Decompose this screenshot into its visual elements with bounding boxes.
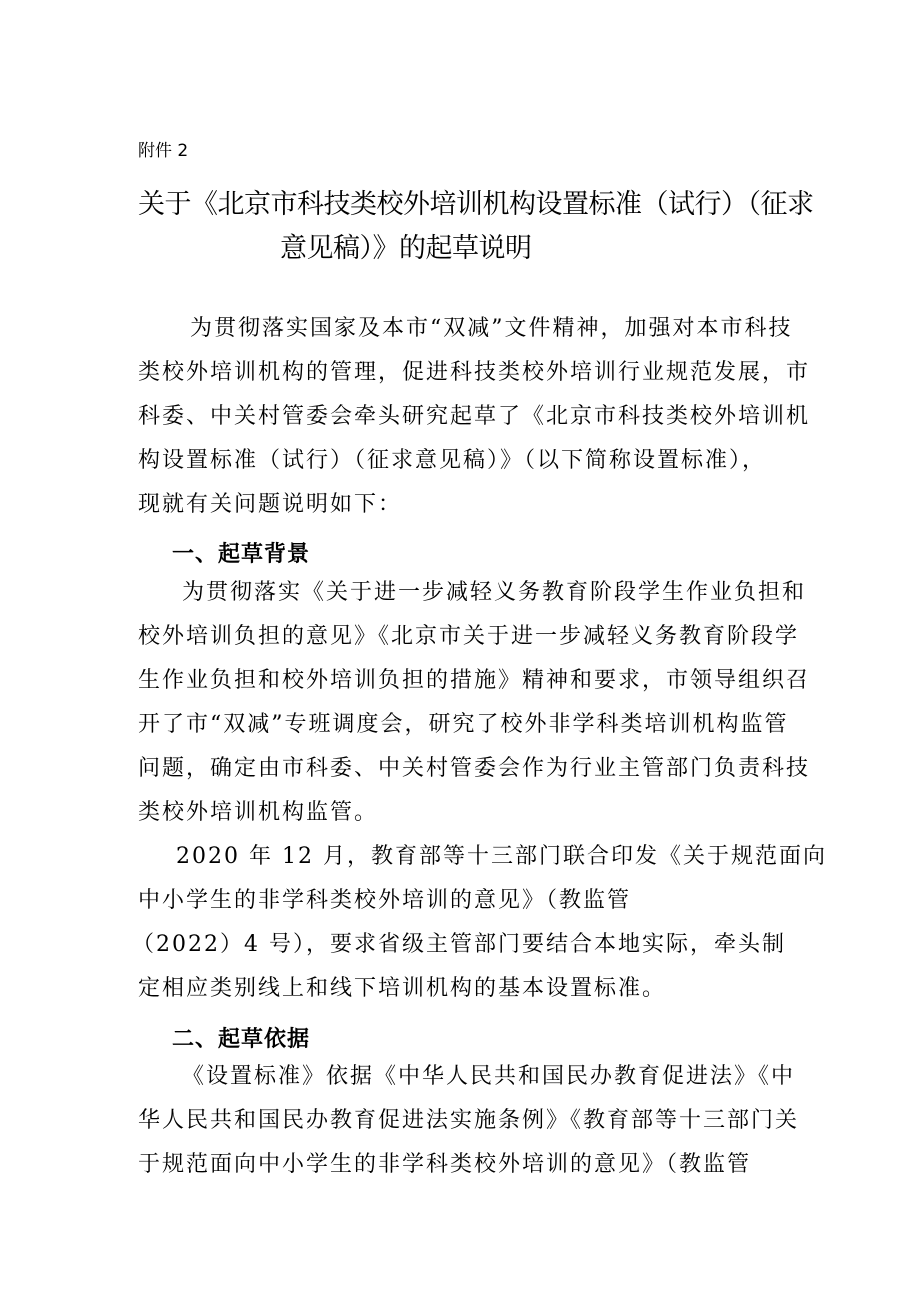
section-1-para-1-line: 校外培训负担的意见》《北京市关于进一步减轻义务教育阶段学 xyxy=(138,624,800,649)
attachment-label: 附件 2 xyxy=(138,141,189,161)
section-2-heading: 二、起草依据 xyxy=(172,1027,311,1052)
section-1-para-1-line: 类校外培训机构监管。 xyxy=(138,800,379,825)
section-1-para-2-line: 定相应类别线上和线下培训机构的基本设置标准。 xyxy=(138,976,667,1001)
document-title-line-2: 意见稿）》的起草说明 xyxy=(280,233,532,264)
section-1-para-2-line: 2020 年 12 月，教育部等十三部门联合印发《关于规范面向 xyxy=(176,844,827,869)
section-1-para-1-line: 开了市“双减”专班调度会，研究了校外非学科类培训机构监管 xyxy=(138,712,789,737)
section-1-para-2-line: （2022）4 号），要求省级主管部门要结合本地实际，牵头制 xyxy=(132,932,786,957)
intro-line: 类校外培训机构的管理，促进科技类校外培训行业规范发展，市 xyxy=(138,360,811,385)
section-1-para-1-line: 生作业负担和校外培训负担的措施》精神和要求，市领导组织召 xyxy=(138,668,811,693)
intro-line: 科委、中关村管委会牵头研究起草了《北京市科技类校外培训机 xyxy=(138,404,811,429)
section-2-para-1-line: 《设置标准》依据《中华人民共和国民办教育促进法》《中 xyxy=(182,1064,796,1089)
document-title-line-1: 关于《北京市科技类校外培训机构设置标准（试行）（征求 xyxy=(138,189,814,220)
section-2-para-1-line: 华人民共和国民办教育促进法实施条例》《教育部等十三部门关 xyxy=(138,1108,800,1133)
intro-line: 构设置标准（试行）（征求意见稿）》（以下简称设置标准）， xyxy=(138,448,767,473)
section-2-para-1-line: 于规范面向中小学生的非学科类校外培训的意见》（教监管 xyxy=(138,1152,752,1177)
intro-line: 现就有关问题说明如下： xyxy=(138,492,403,517)
intro-line: 为贯彻落实国家及本市“双减”文件精神，加强对本市科技 xyxy=(190,316,793,341)
section-1-heading: 一、起草背景 xyxy=(172,542,311,567)
section-1-para-1-line: 为贯彻落实《关于进一步减轻义务教育阶段学生作业负担和 xyxy=(182,580,807,605)
section-1-para-1-line: 问题，确定由市科委、中关村管委会作为行业主管部门负责科技 xyxy=(138,756,811,781)
section-1-para-2-line: 中小学生的非学科类校外培训的意见》（教监管 xyxy=(138,888,632,913)
